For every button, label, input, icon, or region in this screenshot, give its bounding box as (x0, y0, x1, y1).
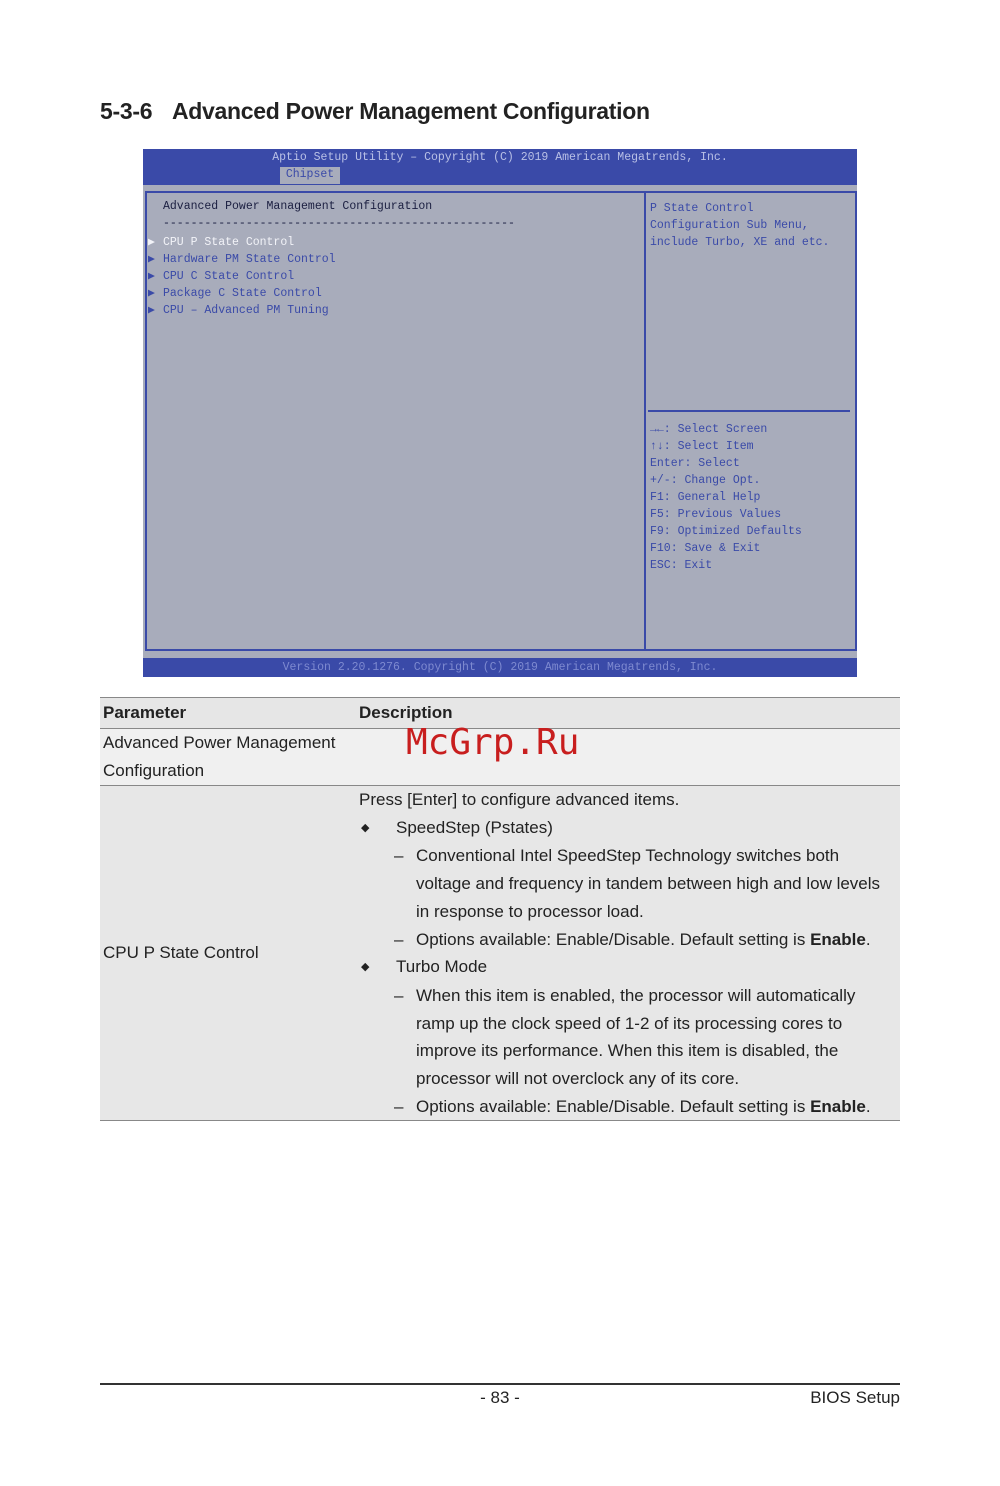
footer-section-name: BIOS Setup (810, 1388, 900, 1407)
bios-main-title: Advanced Power Management Configuration (163, 200, 433, 213)
bios-title-bar (143, 149, 857, 185)
key-esc: ESC: Exit (650, 559, 713, 572)
sub-item: – Options available: Enable/Disable. Default setting is Enable. (359, 1093, 897, 1121)
bullet-title: SpeedStep (Pstates) (396, 817, 553, 837)
key-enter: Enter: Select (650, 457, 740, 470)
help-line: Configuration Sub Menu, (650, 219, 809, 232)
help-line: P State Control (650, 202, 754, 215)
bullet-item (359, 953, 897, 982)
param-name: Advanced Power Management Configuration (100, 729, 356, 786)
menu-item-hardware-pm-state[interactable]: ▶ Hardware PM State Control (148, 253, 336, 266)
sub-item: – Options available: Enable/Disable. Default setting is Enable. (359, 926, 897, 954)
dash-icon: – (394, 985, 404, 1005)
sub-item (359, 982, 897, 1093)
footer-rule (100, 1383, 900, 1385)
param-description (356, 786, 900, 1121)
header-description: Description (356, 698, 900, 729)
arrow-right-icon: ▶ (148, 304, 155, 317)
menu-item-package-c-state[interactable]: ▶ Package C State Control (148, 287, 322, 300)
bios-vertical-divider (644, 191, 646, 651)
bios-screenshot (143, 149, 857, 677)
desc-intro: Press [Enter] to configure advanced items. (359, 790, 680, 809)
key-f1: F1: General Help (650, 491, 761, 504)
page-number: - 83 - (480, 1388, 520, 1407)
bios-menu (148, 234, 336, 319)
dash-icon: – (394, 929, 404, 949)
param-name: CPU P State Control (100, 786, 356, 1121)
watermark: McGrp.Ru (406, 722, 580, 763)
section-heading (100, 98, 650, 125)
help-line: include Turbo, XE and etc. (650, 236, 830, 249)
section-number: 5-3-6 (100, 98, 153, 124)
bullet-item (359, 814, 897, 843)
sub-item (359, 842, 897, 925)
bios-help-panel (650, 200, 829, 251)
table-row (100, 786, 900, 1121)
header-parameter: Parameter (100, 698, 356, 729)
diamond-bullet-icon: ◆ (361, 821, 370, 834)
diamond-bullet-icon: ◆ (361, 961, 370, 974)
key-f5: F5: Previous Values (650, 508, 782, 521)
key-select-item: ↑↓: Select Item (650, 440, 754, 453)
arrow-right-icon: ▶ (148, 236, 155, 249)
bios-header-text: Aptio Setup Utility – Copyright (C) 2019 American Megatrends, Inc. (272, 151, 728, 164)
sub-item-text: When this item is enabled, the processor will automatically ramp up the clock speed of 1-2 of its processing cores to improve its performance. When this item is disabled, the processor will not overclock any of its core. (416, 985, 856, 1089)
menu-item-cpu-advanced-pm-tuning[interactable]: ▶ CPU – Advanced PM Tuning (148, 304, 329, 317)
sub-item-text: Conventional Intel SpeedStep Technology switches both voltage and frequency in tandem between high and low levels in response to processor load. (416, 846, 881, 921)
bios-key-legend (650, 421, 802, 574)
key-f9: F9: Optimized Defaults (650, 525, 802, 538)
key-select-screen: →←: Select Screen (650, 423, 768, 436)
dash-icon: – (394, 846, 404, 866)
menu-item-cpu-c-state[interactable]: ▶ CPU C State Control (148, 270, 295, 283)
section-title: Advanced Power Management Configuration (172, 98, 650, 124)
dash-icon: – (394, 1096, 404, 1116)
menu-item-cpu-p-state[interactable]: ▶ CPU P State Control (148, 236, 295, 249)
bios-version-bar: Version 2.20.1276. Copyright (C) 2019 American Megatrends, Inc. (143, 658, 857, 677)
key-f10: F10: Save & Exit (650, 542, 761, 555)
bullet-title: Turbo Mode (396, 957, 488, 977)
arrow-right-icon: ▶ (148, 253, 155, 266)
default-value: Enable (810, 929, 866, 949)
default-value: Enable (810, 1096, 866, 1116)
tab-chipset[interactable]: Chipset (280, 167, 340, 184)
key-change-opt: +/-: Change Opt. (650, 474, 761, 487)
arrow-right-icon: ▶ (148, 287, 155, 300)
bios-separator: --------------------------------------------------- (163, 217, 515, 230)
arrow-right-icon: ▶ (148, 270, 155, 283)
bios-horizontal-divider (648, 410, 850, 412)
